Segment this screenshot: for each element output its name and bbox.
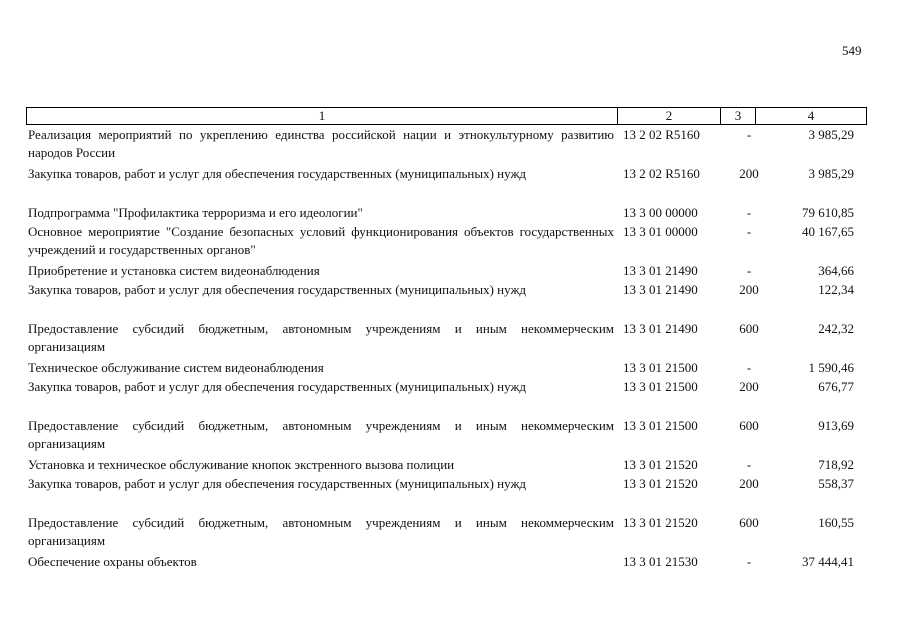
row-amount: 160,55: [818, 515, 854, 530]
row-type: 600: [739, 515, 759, 530]
row-name: Установка и техническое обслуживание кнопок экстренного вызова полиции: [28, 457, 455, 472]
row-name: Основное мероприятие "Создание безопасных условий функционирования объектов государственных учреждений и государственных органов": [28, 224, 614, 257]
row-name: Обеспечение охраны объектов: [28, 554, 197, 569]
row-type: -: [746, 457, 752, 472]
row-amount: 1 590,46: [808, 360, 854, 375]
row-type: -: [746, 360, 752, 375]
row-amount: 40 167,65: [802, 224, 854, 239]
row-code: 13 2 02 R5160: [623, 166, 700, 181]
row-code: 13 3 01 21500: [623, 360, 698, 375]
row-code: 13 3 01 21490: [623, 282, 698, 297]
row-type: -: [746, 263, 752, 278]
header-cell-3: 3: [720, 107, 756, 125]
row-name: Закупка товаров, работ и услуг для обеспечения государственных (муниципальных) нужд: [28, 476, 527, 491]
row-name: Приобретение и установка систем видеонаблюдения: [28, 263, 320, 278]
row-name: Реализация мероприятий по укреплению единства российской нации и этнокультурному развитию народов России: [28, 127, 614, 160]
header-cell-1: 1: [26, 107, 618, 125]
row-name: Предоставление субсидий бюджетным, автономным учреждениям и иным некоммерческим организациям: [28, 418, 614, 451]
row-type: -: [746, 554, 752, 569]
row-code: 13 3 01 21500: [623, 379, 698, 394]
row-type: 600: [739, 418, 759, 433]
header-cell-2: 2: [617, 107, 721, 125]
row-type: 600: [739, 321, 759, 336]
row-type: 200: [739, 476, 759, 491]
row-amount: 3 985,29: [808, 127, 854, 142]
row-amount: 3 985,29: [808, 166, 854, 181]
row-name: Подпрограмма "Профилактика терроризма и его идеологии": [28, 205, 363, 220]
row-name: Закупка товаров, работ и услуг для обеспечения государственных (муниципальных) нужд: [28, 379, 527, 394]
row-amount: 676,77: [818, 379, 854, 394]
row-amount: 364,66: [818, 263, 854, 278]
row-amount: 718,92: [818, 457, 854, 472]
header-cell-4: 4: [755, 107, 867, 125]
row-name: Закупка товаров, работ и услуг для обеспечения государственных (муниципальных) нужд: [28, 282, 527, 297]
row-amount: 558,37: [818, 476, 854, 491]
row-name: Техническое обслуживание систем видеонаблюдения: [28, 360, 324, 375]
row-code: 13 3 01 21490: [623, 321, 698, 336]
row-code: 13 3 01 21520: [623, 476, 698, 491]
row-code: 13 3 01 00000: [623, 224, 698, 239]
row-type: -: [746, 205, 752, 220]
row-amount: 242,32: [818, 321, 854, 336]
row-code: 13 3 00 00000: [623, 205, 698, 220]
row-type: 200: [739, 166, 759, 181]
row-name: Предоставление субсидий бюджетным, автономным учреждениям и иным некоммерческим организациям: [28, 515, 614, 548]
row-amount: 37 444,41: [802, 554, 854, 569]
row-amount: 79 610,85: [802, 205, 854, 220]
row-code: 13 3 01 21520: [623, 515, 698, 530]
page-number: 549: [842, 43, 862, 58]
row-amount: 913,69: [818, 418, 854, 433]
row-type: 200: [739, 282, 759, 297]
row-type: 200: [739, 379, 759, 394]
row-type: -: [746, 224, 752, 239]
row-name: Закупка товаров, работ и услуг для обеспечения государственных (муниципальных) нужд: [28, 166, 527, 181]
row-name: Предоставление субсидий бюджетным, автономным учреждениям и иным некоммерческим организациям: [28, 321, 614, 354]
row-amount: 122,34: [818, 282, 854, 297]
row-type: -: [746, 127, 752, 142]
row-code: 13 2 02 R5160: [623, 127, 700, 142]
row-code: 13 3 01 21500: [623, 418, 698, 433]
row-code: 13 3 01 21530: [623, 554, 698, 569]
row-code: 13 3 01 21490: [623, 263, 698, 278]
row-code: 13 3 01 21520: [623, 457, 698, 472]
